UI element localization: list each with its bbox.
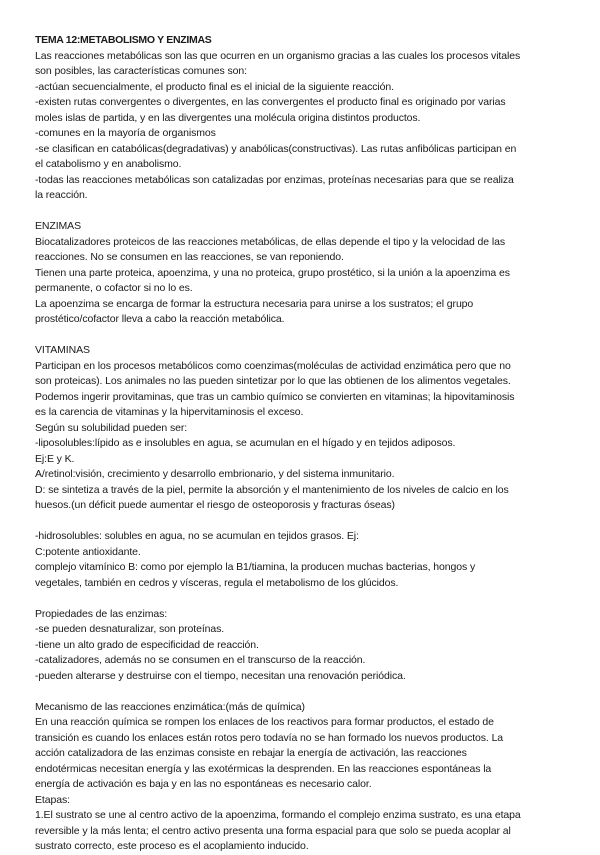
- vitaminas-section: [35, 343, 563, 514]
- paragraph-gap: [35, 591, 563, 607]
- mecanismo-section: [35, 700, 563, 855]
- text-line: -se clasifican en catabólicas(degradativas) y anabólicas(constructivas). Las rutas anfibólicas participan en: [35, 142, 517, 155]
- text-line: el catabolismo y en anabolismo.: [35, 158, 182, 170]
- text-line: reversible y la más lenta; el centro activo presenta una forma espacial para que solo se pueda acoplar al: [35, 824, 511, 837]
- text-line: -hidrosolubles: solubles en agua, no se acumulan en tejidos grasos. Ej:: [35, 530, 359, 542]
- text-line: La apoenzima se encarga de formar la estructura necesaria para unirse a los sustratos; el grupo: [35, 297, 474, 310]
- text-line: D: se sintetiza a través de la piel, permite la absorción y el mantenimiento de los niveles de calcio en los: [35, 483, 509, 496]
- text-line: son proteicas). Los animales no las pueden sintetizar por lo que las obtienen de los alimentos vegetales.: [35, 375, 511, 387]
- text-line: Según su solubilidad pueden ser:: [35, 421, 188, 434]
- text-line: -actúan secuencialmente, el producto final es el inicial de la siguiente reacción.: [35, 80, 394, 93]
- intro-section: [35, 49, 563, 204]
- section-heading: ENZIMAS: [35, 220, 81, 232]
- propiedades-section: [35, 607, 563, 685]
- text-line: -existen rutas convergentes o divergentes, en las convergentes el producto final es originado por varias: [35, 96, 506, 108]
- text-line: Participan en los procesos metabólicos como coenzimas(moléculas de actividad enzimática pero que no: [35, 359, 511, 372]
- section-heading: Mecanismo de las reacciones enzimática:(más de química): [35, 700, 305, 713]
- text-line: Podemos ingerir provitaminas, que tras un cambio químico se convierten en vitaminas; la hipovitaminosis: [35, 390, 515, 403]
- text-line: -todas las reacciones metabólicas son catalizadas por enzimas, proteínas necesarias para que se realiza: [35, 173, 514, 186]
- text-line: -se pueden desnaturalizar, son proteínas.: [35, 623, 225, 635]
- text-line: -tiene un alto grado de especificidad de reacción.: [35, 638, 259, 651]
- paragraph-gap: [35, 328, 563, 344]
- enzimas-section: [35, 219, 563, 328]
- text-line: complejo vitamínico B: como por ejemplo la B1/tiamina, la producen muchas bacterias, hongos y: [35, 561, 476, 573]
- text-line: Las reacciones metabólicas son las que ocurren en un organismo gracias a las cuales los procesos vitales: [35, 49, 521, 62]
- paragraph-gap: [35, 514, 563, 530]
- text-line: la reacción.: [35, 189, 88, 201]
- section-heading: VITAMINAS: [35, 344, 90, 356]
- document-page: [35, 33, 563, 855]
- text-line: vegetales, también en cedros y vísceras, regula el metabolismo de los glúcidos.: [35, 576, 399, 589]
- text-line: Biocatalizadores proteicos de las reacciones metabólicas, de ellas depende el tipo y la velocidad de las: [35, 235, 505, 248]
- text-line: permanente, o cofactor si no lo es.: [35, 282, 193, 294]
- text-line: huesos.(un déficit puede aumentar el riesgo de osteoporosis y fracturas óseas): [35, 499, 395, 511]
- text-line: Tienen una parte proteica, apoenzima, y una no proteica, grupo prostético, si la unión a la apoenzima es: [35, 266, 510, 279]
- text-line: -catalizadores, además no se consumen en el transcurso de la reacción.: [35, 654, 366, 666]
- text-line: endotérmicas necesitan energía y las exotérmicas la desprenden. En las reacciones espontáneas la: [35, 762, 492, 775]
- text-line: moles islas de partida, y en las divergentes una molécula origina distintos productos.: [35, 111, 421, 124]
- text-line: A/retinol:visión, crecimiento y desarrollo embrionario, y del sistema inmunitario.: [35, 468, 395, 480]
- paragraph-gap: [35, 204, 563, 220]
- hidrosolubles-section: [35, 529, 563, 591]
- text-line: En una reacción química se rompen los enlaces de los reactivos para formar productos, el estado de: [35, 716, 494, 728]
- text-line: energía de activación es baja y en las no espontáneas es necesario calor.: [35, 778, 372, 790]
- section-heading: Propiedades de las enzimas:: [35, 607, 168, 620]
- text-line: es la carencia de vitaminas y la hipervitaminosis el exceso.: [35, 406, 304, 418]
- text-line: -pueden alterarse y destruirse con el tiempo, necesitan una renovación periódica.: [35, 669, 406, 682]
- text-line: reacciones. No se consumen en las reacciones, se van reponiendo.: [35, 251, 344, 263]
- text-line: sustrato correcto, este proceso es el acoplamiento inducido.: [35, 840, 309, 852]
- text-line: Etapas:: [35, 793, 70, 806]
- text-line: Ej:E y K.: [35, 452, 75, 465]
- text-line: son posibles, las características comunes son:: [35, 65, 247, 77]
- text-line: transición es cuando los enlaces están rotos pero todavía no se han formado los nuevos productos. La: [35, 731, 504, 744]
- text-line: 1.El sustrato se une al centro activo de la apoenzima, formando el complejo enzima sustrato, es una etapa: [35, 809, 521, 821]
- text-line: C:potente antioxidante.: [35, 545, 141, 558]
- text-line: -comunes en la mayoría de organismos: [35, 127, 216, 139]
- page-title: TEMA 12:METABOLISMO Y ENZIMAS: [35, 34, 212, 46]
- paragraph-gap: [35, 684, 563, 700]
- text-line: acción catalizadora de las enzimas consiste en rebajar la energía de activación, las reacciones: [35, 747, 467, 759]
- text-line: -liposolubles:lípido as e insolubles en agua, se acumulan en el hígado y en tejidos adiposos.: [35, 437, 456, 449]
- text-line: prostético/cofactor lleva a cabo la reacción metabólica.: [35, 313, 285, 325]
